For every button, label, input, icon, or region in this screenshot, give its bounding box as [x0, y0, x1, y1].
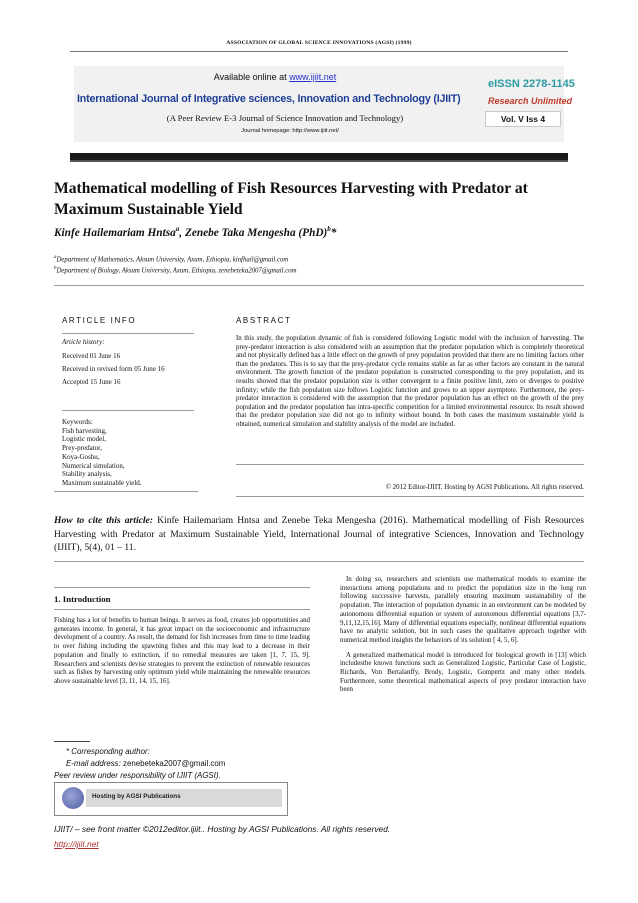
abstract-bottom-rule: [236, 496, 584, 497]
journal-website-link[interactable]: www.ijiit.net: [289, 72, 337, 82]
revised-date: Received in revised form 05 June 16: [62, 365, 165, 373]
affiliation-b-text: Department of Biology, Aksum University, Axum, Ethiopia, zenebeteka2007@gmail.com: [56, 267, 297, 275]
affiliation-b: [54, 266, 297, 274]
affiliation-a: [54, 255, 288, 263]
header-band-underline: [70, 160, 568, 162]
journal-homepage: Journal homepage: http://www.ijiit.net/: [241, 128, 339, 134]
author-1: Kinfe Hailemariam Hntsa: [54, 226, 176, 239]
research-unlimited-label: Research Unlimited: [488, 96, 573, 106]
available-online: [150, 72, 400, 82]
peer-review-responsibility: Peer review under responsibility of IJIIT (AGSI).: [54, 771, 221, 780]
eissn-label: eISSN 2278-1145: [488, 78, 575, 90]
author-2-sup: b: [327, 225, 331, 233]
keywords-block: [62, 418, 142, 488]
citation-divider: [54, 561, 584, 562]
keywords-label: Keywords:: [62, 418, 93, 426]
hosting-logo-text: Hosting by AGSI Publications: [92, 793, 181, 800]
intro-rule-top: [54, 587, 310, 588]
affiliation-a-sup: a: [54, 255, 57, 260]
header-band: [70, 153, 568, 160]
keywords-rule: [62, 410, 194, 411]
peer-review-line: (A Peer Review E-3 Journal of Science Innovation and Technology): [166, 113, 404, 123]
keyword-item: Maximum sustainable yield.: [62, 478, 142, 487]
intro-left-paragraph: Fishing has a lot of benefits to human beings. It serves as food, creates job opportunities and generates income. In general, it has great impact on the socioeconomic and infrastructure development of a country. As result, the demand for fish increases from time to time leading to over fishing including the spawning fishes and this may lead to a decrease in their population and finally to extinction, if no remedial measures are taken [1, 7, 15, 9]. Researchers and scientists devise strategies to prevent the extinction of renewable resources such as fishes by harvesting only optimum yield while maintaining the renewable resources above sustainable level [3, 11, 14, 15, 16].: [54, 617, 310, 685]
abstract-text: In this study, the population dynamic of fish is considered following Logistic model with the inclusion of harvesting. The prey-predator interaction is also considered with an assumption that the predator population which is completely theoretical and not physically defined has a little effect on the growth of prey population provided that there are no limiting factors other than the predators. This is to say that the prey-predator cycle remains stable as far as other factors are constant in the natural environment. The growth function of the predator population is constructed corresponding to the prey population, and its results showed that the predator population size is either convergent to a finite positive limit, zero or diverges to positive infinity; while the fish population size follows Logistic function and grows to an upper asymptote. Furthermore, the prey-predator interaction is considered with the assumption that the predator population has an effect on the growth of the prey population and the predator population has intra-specific competition for a limited environmental resource. Its result showed that the predator population size did not go to infinity without bound. In both cases the maximum sustainable yield is obtained, numerical simulation and stability analysis of the model are included.: [236, 335, 584, 428]
available-online-prefix: Available online at: [213, 72, 290, 82]
introduction-heading: 1. Introduction: [54, 594, 111, 604]
citation-block: [54, 514, 584, 555]
citation-label: How to cite this article:: [54, 515, 153, 526]
corresponding-mark: *: [330, 226, 337, 239]
association-header: ASSOCIATION OF GLOBAL SCIENCE INNOVATIONS (AGSI) (1999): [226, 40, 412, 46]
right-paragraph-1: In doing so, researchers and scientists use mathematical models to examine the interactions among populations and to predict the population size in the long run following successive harvests, parallely ensuring maximum sustainability of the population. The interaction of population dynamic in an environment can be modeled by autonomous differential equation or system of autonomous differential equations [3,7-9,11,12,15,16]. Many of differential equations especially, nonlinear differential equations have no analytic solution, but in such cases the qualitative approach together with numerical method insights the behaviors of its solution [ 4, 5, 6].: [340, 576, 586, 644]
citation-text: Kinfe Hailemariam Hntsa and Zenebe Teka Mengesha (2016). Mathematical modelling of Fish Resources Harvesting with Predator at Maximum Sustainable Yield, International Journal of integrative Sciences, Innovation and Technology (IJIIT), 5(4), 01 – 11.: [54, 515, 584, 554]
right-column: [340, 576, 586, 701]
author-1-sup: a: [175, 225, 180, 233]
accepted-date: Accepted 15 June 16: [62, 378, 121, 386]
affiliation-a-text: Department of Mathematics, Aksum University, Axum, Ethiopia, kinfhail@gmail.com: [56, 256, 289, 264]
author-separator: ,: [179, 226, 185, 239]
paper-title: Mathematical modelling of Fish Resources Harvesting with Predator at Maximum Sustainable Yield: [54, 180, 528, 218]
keyword-item: Fish harvesting,: [62, 426, 107, 435]
email-line: [66, 759, 225, 768]
abstract-rule: [236, 464, 584, 465]
title-divider: [54, 285, 584, 286]
abstract-copyright: © 2012 Editor-IJIIT. Hosting by AGSI Publications. All rights reserved.: [385, 484, 584, 491]
keyword-item: Koya-Goshu,: [62, 452, 100, 461]
front-matter-line: IJIIT/ – see front matter ©2012editor.ijiit.. Hosting by AGSI Publications. All rights reserved.: [54, 824, 391, 834]
keyword-item: Stability analysis,: [62, 470, 112, 479]
email-label: E-mail address:: [66, 759, 124, 768]
journal-title: International Journal of Integrative sciences, Innovation and Technology (IJIIT): [77, 93, 461, 105]
author-2: Zenebe Taka Mengesha (PhD): [184, 226, 328, 239]
right-paragraph-2: A generalized mathematical model is introduced for biological growth in [13] which includesthe known functions such as Generalized Logistic, Particular Case of Logistic, Richards, Von Bertalanffy, Brody, Logistic, Gompertz and many other models. Furthermore, some theoretical mathematical aspects of prey predator interaction have been: [340, 651, 586, 694]
intro-rule-bottom: [54, 609, 310, 610]
keyword-item: Prey-predator,: [62, 444, 102, 453]
received-date: Received 01 June 16: [62, 352, 121, 360]
corresponding-author-label: * Corresponding author:: [66, 747, 150, 756]
footnote-rule: [54, 741, 90, 742]
agsi-logo-icon: [62, 787, 84, 809]
article-history-label: Article history:: [62, 338, 105, 346]
journal-link[interactable]: http://ijiit.net: [54, 839, 99, 849]
affiliation-b-sup: b: [54, 266, 57, 271]
volume-badge: Vol. V Iss 4: [485, 111, 561, 127]
keyword-item: Logistic model,: [62, 435, 106, 444]
article-info-rule: [62, 333, 194, 334]
header-rule: [70, 51, 568, 52]
email-address[interactable]: zenebeteka2007@gmail.com: [123, 759, 226, 768]
info-bottom-rule: [54, 491, 198, 492]
keyword-item: Numerical simulation,: [62, 461, 125, 470]
authors-line: [54, 225, 336, 239]
abstract-heading: ABSTRACT: [236, 316, 292, 325]
article-info-heading: ARTICLE INFO: [62, 316, 137, 325]
